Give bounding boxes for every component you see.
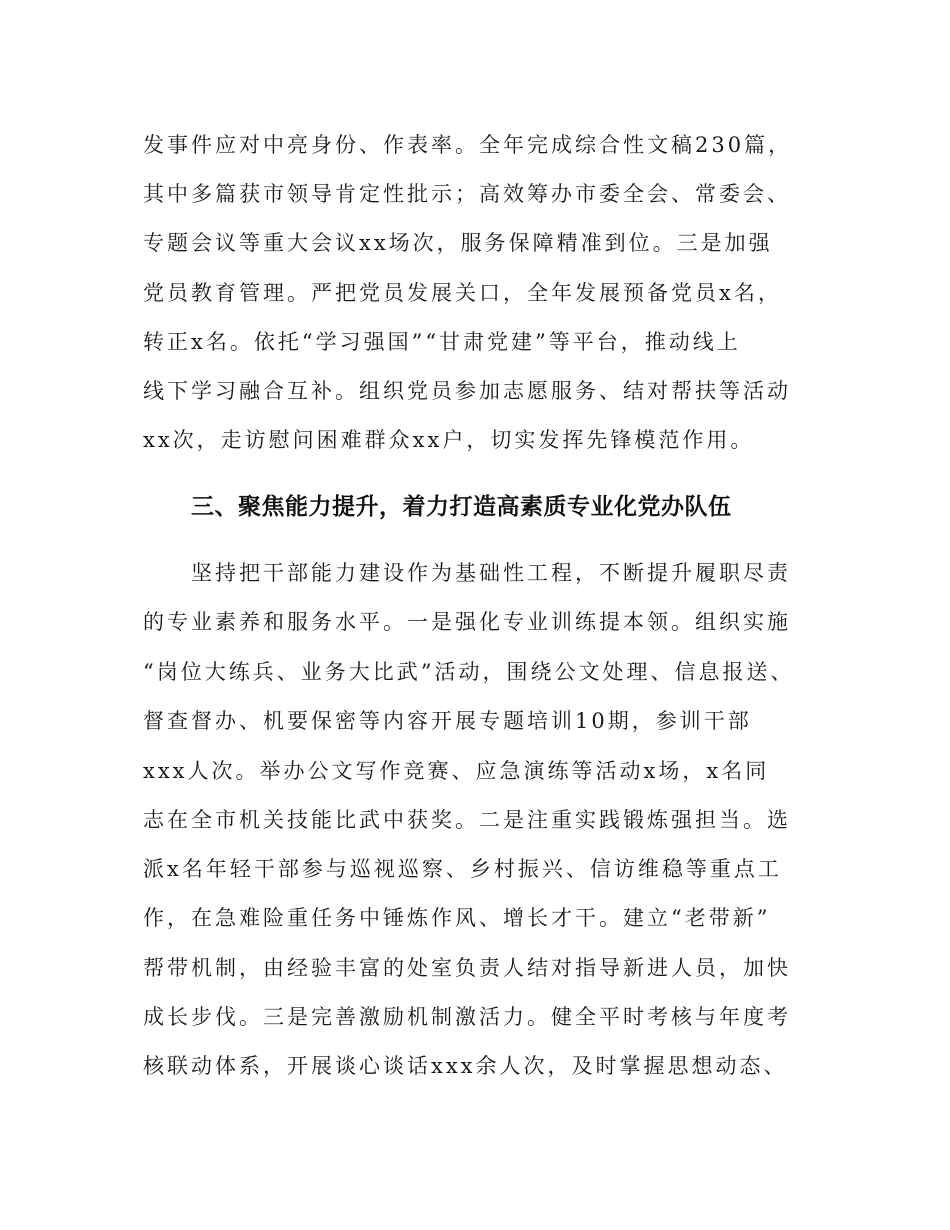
text-line: 派x名年轻干部参与巡视巡察、乡村振兴、信访维稳等重点工 (143, 857, 782, 881)
text-line: “岗位大练兵、业务大比武”活动，围绕公文处理、信息报送、 (143, 660, 795, 684)
text-line: 坚持把干部能力建设作为基础性工程，不断提升履职尽责 (191, 561, 791, 585)
text-line: 发事件应对中亮身份、作表率。全年完成综合性文稿230篇， (143, 133, 793, 157)
text-line: 核联动体系，开展谈心谈话xxx余人次，及时掌握思想动态、 (143, 1054, 788, 1078)
text-line: 党员教育管理。严把党员发展关口，全年发展预备党员x名， (143, 281, 782, 305)
text-line: 督查督办、机要保密等内容开展专题培训10期，参训干部 (143, 709, 752, 733)
text-line: xx次，走访慰问困难群众xx户，切实发挥先锋模范作用。 (143, 428, 755, 452)
text-line: 作，在急难险重任务中锤炼作风、增长才干。建立“老带新” (143, 906, 771, 930)
text-line: 志在全市机关技能比武中获奖。二是注重实践锻炼强担当。选 (143, 808, 791, 832)
text-line: 其中多篇获市领导肯定性批示；高效筹办市委全会、常委会、 (143, 182, 791, 206)
text-line: xxx人次。举办公文写作竞赛、应急演练等活动x场，x名同 (143, 759, 770, 783)
section-heading: 三、聚焦能力提升，着力打造高素质专业化党办队伍 (191, 494, 732, 520)
text-line: 专题会议等重大会议xx场次，服务保障精准到位。三是加强 (143, 231, 773, 255)
text-line: 线下学习融合互补。组织党员参加志愿服务、结对帮扶等活动 (143, 379, 791, 403)
text-line: 帮带机制，由经验丰富的处室负责人结对指导新进人员，加快 (143, 956, 791, 980)
text-line: 转正x名。依托“学习强国”“甘肃党建”等平台，推动线上 (143, 330, 741, 354)
text-line: 成长步伐。三是完善激励机制激活力。健全平时考核与年度考 (143, 1005, 791, 1029)
text-line: 的专业素养和服务水平。一是强化专业训练提本领。组织实施 (143, 610, 791, 634)
